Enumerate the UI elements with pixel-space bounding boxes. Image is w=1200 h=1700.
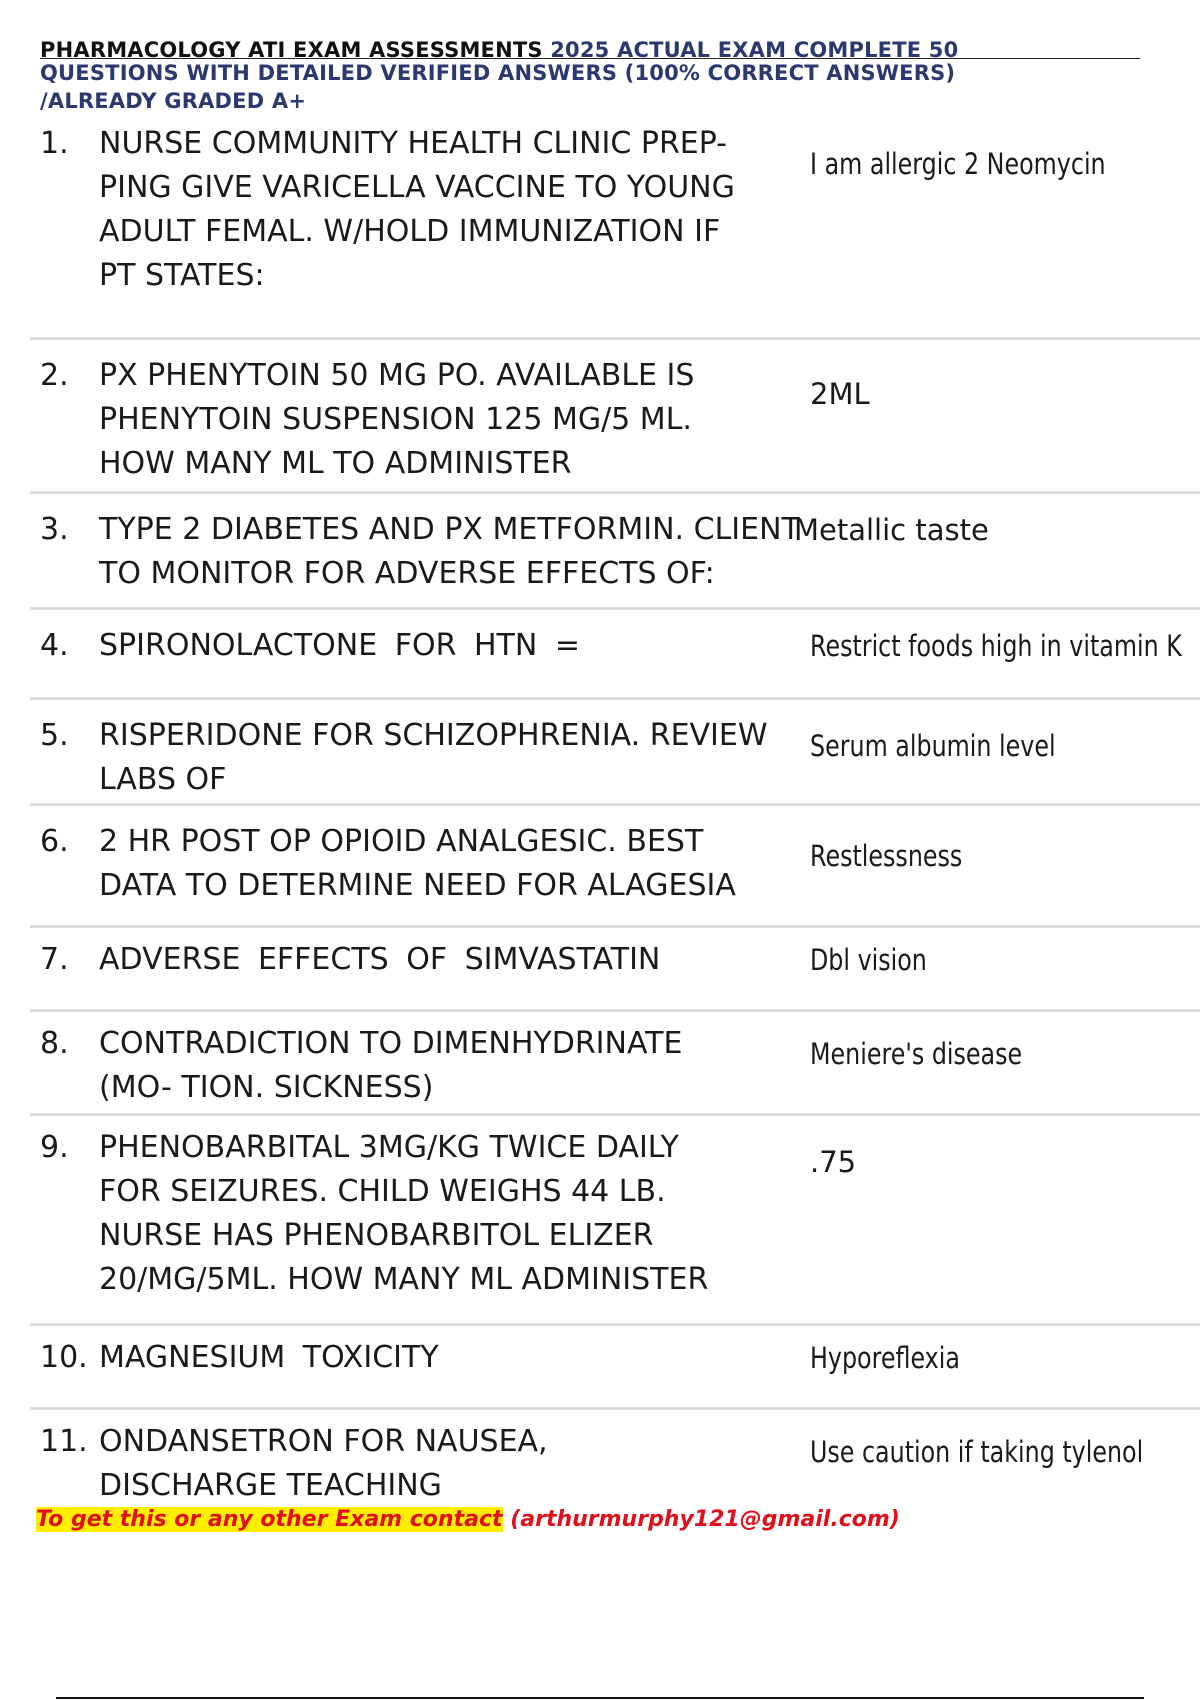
question-line: PT STATES: <box>99 258 265 293</box>
answer-text: .75 <box>810 1145 857 1179</box>
question-line: TYPE 2 DIABETES AND PX METFORMIN. CLIENT <box>99 512 800 547</box>
question-text <box>99 820 799 908</box>
answer-text: Use caution if taking tylenol <box>810 1435 1144 1469</box>
question-line: PX PHENYTOIN 50 MG PO. AVAILABLE IS <box>99 358 695 393</box>
header-title-black: PHARMACOLOGY ATI EXAM ASSESSMENTS <box>40 38 543 59</box>
question-row <box>30 806 1200 928</box>
contact-footer <box>36 1506 900 1534</box>
question-number: 4. <box>40 628 69 663</box>
question-text <box>99 938 799 982</box>
question-number: 10. <box>40 1340 88 1375</box>
question-number: 1. <box>40 126 69 161</box>
question-text <box>99 508 819 596</box>
question-line: DATA TO DETERMINE NEED FOR ALAGESIA <box>99 868 736 903</box>
answer-text: Restrict foods high in vitamin K <box>810 629 1182 663</box>
question-number: 7. <box>40 942 69 977</box>
question-text <box>99 1126 799 1302</box>
question-line: PING GIVE VARICELLA VACCINE TO YOUNG <box>99 170 735 205</box>
question-number: 3. <box>40 512 69 547</box>
answer-text: Meniere's disease <box>810 1037 1023 1071</box>
question-text <box>99 714 799 802</box>
question-line: ADULT FEMAL. W/HOLD IMMUNIZATION IF <box>99 214 721 249</box>
answer-text: Serum albumin level <box>810 729 1056 763</box>
answer-text: Restlessness <box>810 839 963 873</box>
question-row <box>30 928 1200 1012</box>
question-number: 5. <box>40 718 69 753</box>
question-line: DISCHARGE TEACHING <box>99 1468 442 1503</box>
page-bottom-rule <box>56 1697 1144 1699</box>
question-text <box>99 354 799 486</box>
contact-highlight-text: To get this or any other Exam contact <box>36 1507 503 1532</box>
question-line: MAGNESIUM TOXICITY <box>99 1340 439 1375</box>
document-header <box>40 36 1140 115</box>
question-line: ADVERSE EFFECTS OF SIMVASTATIN <box>99 942 661 977</box>
question-text <box>99 1022 799 1110</box>
question-line: RISPERIDONE FOR SCHIZOPHRENIA. REVIEW <box>99 718 768 753</box>
question-text <box>99 1336 799 1380</box>
answer-text: I am allergic 2 Neomycin <box>810 147 1106 181</box>
question-text <box>99 122 799 298</box>
question-line: NURSE COMMUNITY HEALTH CLINIC PREP- <box>99 126 728 161</box>
question-row <box>30 1116 1200 1326</box>
question-line: PHENOBARBITAL 3MG/KG TWICE DAILY <box>99 1130 679 1165</box>
question-line: LABS OF <box>99 762 227 797</box>
question-row <box>30 1012 1200 1116</box>
question-row <box>30 1326 1200 1410</box>
question-line: SPIRONOLACTONE FOR HTN = <box>99 628 580 663</box>
question-line: 20/MG/5ML. HOW MANY ML ADMINISTER <box>99 1262 709 1297</box>
answer-text: Dbl vision <box>810 943 927 977</box>
question-line: HOW MANY ML TO ADMINISTER <box>99 446 572 481</box>
question-table <box>30 122 1200 1506</box>
answer-text: Metallic taste <box>794 513 989 547</box>
answer-text: Hyporeflexia <box>810 1341 960 1375</box>
question-row <box>30 122 1200 340</box>
answer-text: 2ML <box>810 377 870 411</box>
question-line: TO MONITOR FOR ADVERSE EFFECTS OF: <box>99 556 715 591</box>
question-text <box>99 1420 799 1508</box>
question-line: ONDANSETRON FOR NAUSEA, <box>99 1424 548 1459</box>
question-line: PHENYTOIN SUSPENSION 125 MG/5 ML. <box>99 402 692 437</box>
question-number: 8. <box>40 1026 69 1061</box>
question-row <box>30 340 1200 494</box>
question-number: 11. <box>40 1424 88 1459</box>
question-text <box>99 624 799 668</box>
header-line-1 <box>40 36 1140 59</box>
header-line-3: /ALREADY GRADED A+ <box>40 89 307 113</box>
question-number: 6. <box>40 824 69 859</box>
question-line: 2 HR POST OP OPIOID ANALGESIC. BEST <box>99 824 704 859</box>
question-line: (MO- TION. SICKNESS) <box>99 1070 434 1105</box>
question-line: FOR SEIZURES. CHILD WEIGHS 44 LB. <box>99 1174 666 1209</box>
question-line: NURSE HAS PHENOBARBITOL ELIZER <box>99 1218 654 1253</box>
header-line-2: QUESTIONS WITH DETAILED VERIFIED ANSWERS (100% CORRECT ANSWERS) <box>40 61 956 85</box>
question-line: CONTRADICTION TO DIMENHYDRINATE <box>99 1026 683 1061</box>
question-number: 9. <box>40 1130 69 1165</box>
question-row <box>30 494 1200 610</box>
header-title-navy: 2025 ACTUAL EXAM COMPLETE 50 <box>550 38 959 59</box>
question-row <box>30 1410 1200 1506</box>
question-row <box>30 700 1200 806</box>
question-row <box>30 610 1200 700</box>
question-number: 2. <box>40 358 69 393</box>
contact-email-link[interactable]: (arthurmurphy121@gmail.com) <box>510 1507 900 1532</box>
